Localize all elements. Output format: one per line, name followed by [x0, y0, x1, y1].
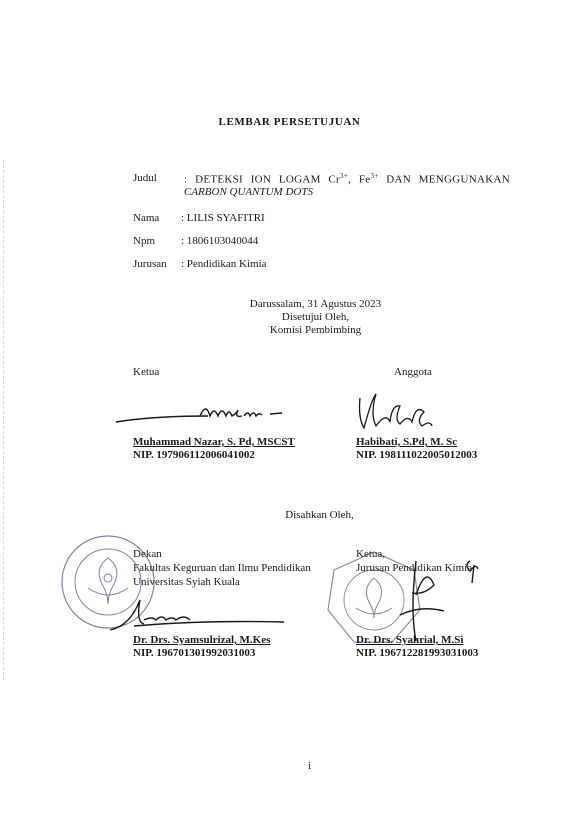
- kajur-signature: [380, 555, 490, 645]
- page-number: i: [307, 760, 312, 772]
- anggota-signature: [352, 388, 442, 436]
- kajur-role: Ketua,: [356, 548, 386, 560]
- scan-edge-line: [3, 160, 5, 680]
- ketua-name: Muhammad Nazar, S. Pd, MSCST: [133, 436, 295, 448]
- committee-label: Komisi Pembimbing: [269, 324, 362, 336]
- npm-value: : 1806103040044: [181, 235, 259, 247]
- dekan-name: Dr. Drs. Syamsulrizal, M.Kes: [133, 634, 271, 646]
- kajur-name: Dr. Drs. Syahrial, M.Si: [356, 634, 464, 646]
- judul-value: : DETEKSI ION LOGAM $Cr^{3+}$, $Fe^{3+}$ DAN MENGGUNAKAN: [184, 172, 510, 186]
- ketua-nip: NIP. 197906112006041002: [133, 449, 255, 461]
- npm-label: Npm: [133, 235, 155, 247]
- judul-value-line2: CARBON QUANTUM DOTS: [184, 186, 313, 198]
- dekan-university: Universitas Syiah Kuala: [133, 576, 240, 588]
- nama-label: Nama: [133, 212, 160, 224]
- anggota-role: Anggota: [394, 366, 432, 378]
- anggota-nip: NIP. 198111022005012003: [356, 449, 478, 461]
- ketua-signature: [112, 392, 292, 428]
- dekan-faculty: Fakultas Keguruan dan Ilmu Pendidikan: [133, 562, 311, 574]
- approved-by: Disetujui Oleh,: [281, 311, 350, 323]
- kajur-nip: NIP. 196712281993031003: [356, 647, 479, 659]
- dekan-role: Dekan: [133, 548, 162, 560]
- jurusan-label: Jurusan: [133, 258, 167, 270]
- dekan-nip: NIP. 196701301992031003: [133, 647, 256, 659]
- nama-value: : LILIS SYAFITRI: [181, 212, 265, 224]
- ketua-role: Ketua: [133, 366, 160, 378]
- date-line: Darussalam, 31 Agustus 2023: [249, 298, 382, 310]
- ratified-by: Disahkan Oleh,: [285, 509, 354, 521]
- jurusan-value: : Pendidikan Kimia: [181, 258, 267, 270]
- dekan-signature: [104, 590, 294, 634]
- page-title: LEMBAR PERSETUJUAN: [218, 116, 361, 128]
- kajur-department: Jurusan Pendidikan Kimia: [356, 562, 473, 574]
- anggota-name: Habibati, S.Pd, M. Sc: [356, 436, 458, 448]
- judul-label: Judul: [133, 172, 157, 184]
